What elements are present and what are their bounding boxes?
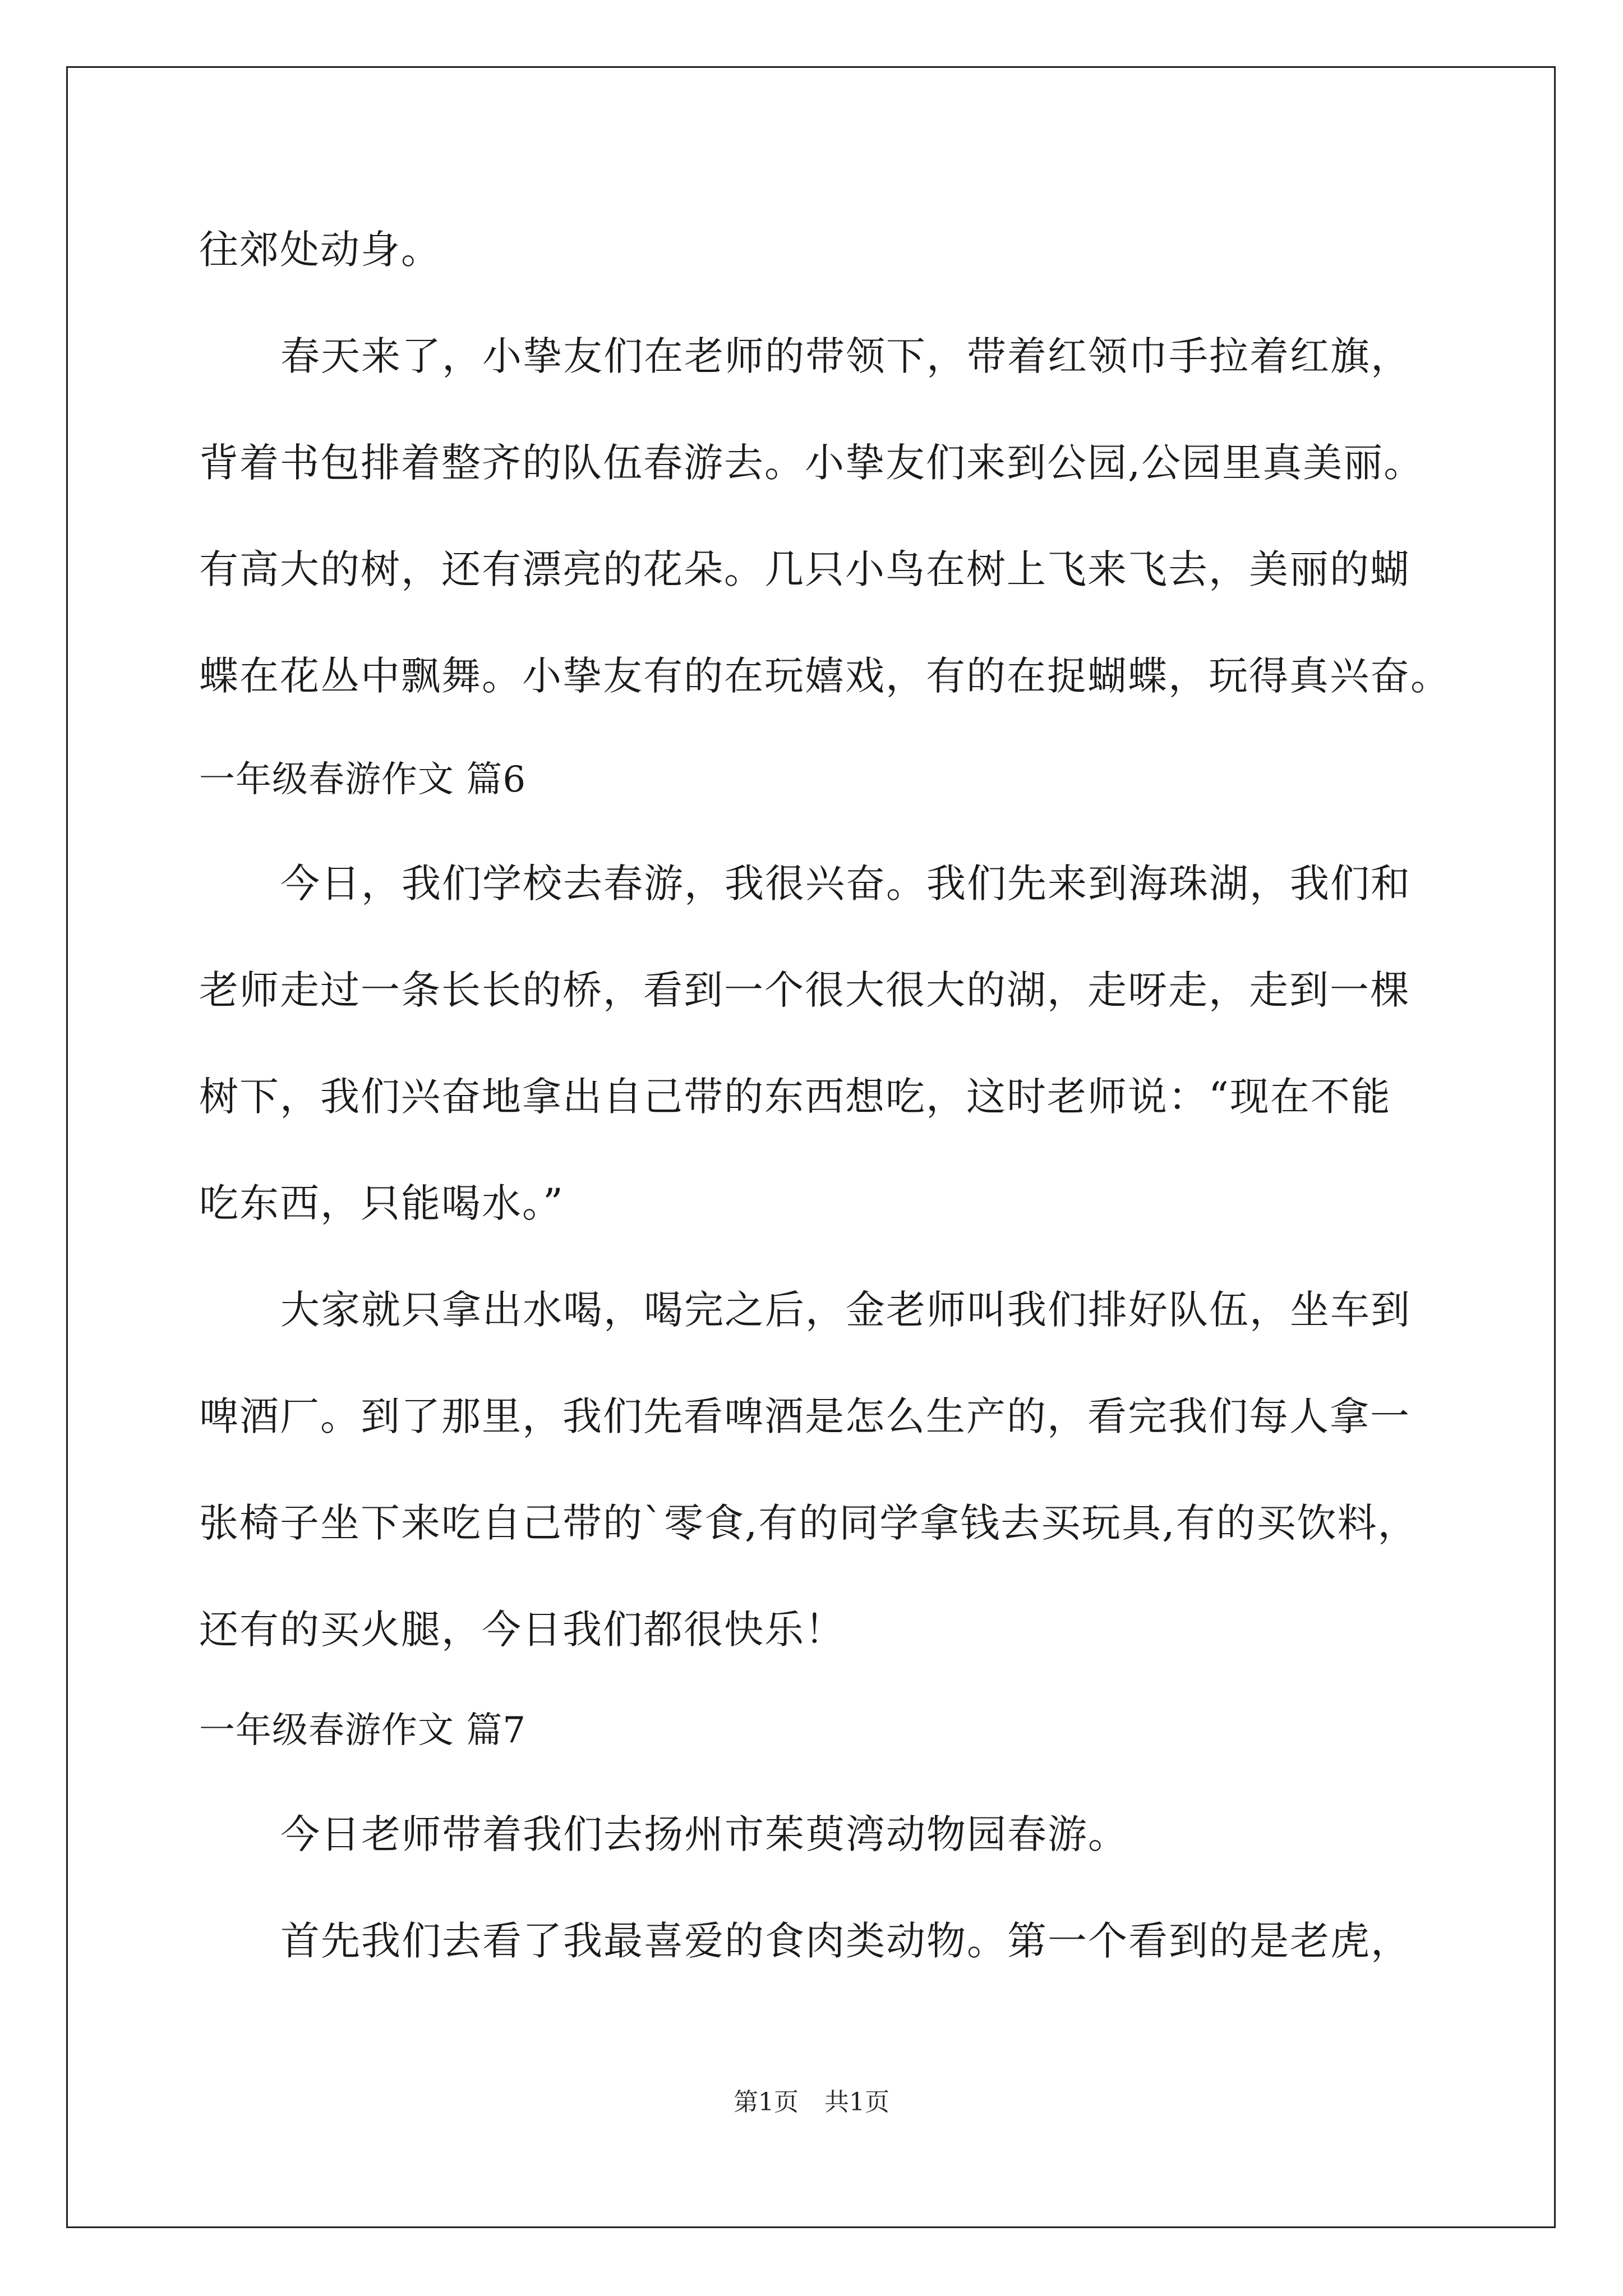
- text-line: 有高大的树，还有漂亮的花朵。几只小鸟在树上飞来飞去，美丽的蝴: [199, 546, 1410, 592]
- text-line: 还有的买火腿，今日我们都很快乐！: [199, 1607, 845, 1653]
- section-heading: 一年级春游作文 篇7: [199, 1710, 527, 1751]
- text-line: 老师走过一条长长的桥，看到一个很大很大的湖，走呀走，走到一棵: [199, 967, 1410, 1013]
- text-line: 张椅子坐下来吃自己带的`零食,有的同学拿钱去买玩具,有的买饮料，: [199, 1500, 1418, 1546]
- text-line: 啤酒厂。到了那里，我们先看啤酒是怎么生产的，看完我们每人拿一: [199, 1393, 1410, 1439]
- paragraph-line: 首先我们去看了我最喜爱的食肉类动物。第一个看到的是老虎，: [280, 1918, 1411, 1964]
- text-line: 往郊处动身。: [199, 227, 441, 273]
- text-line: 蝶在花丛中飘舞。小挚友有的在玩嬉戏，有的在捉蝴蝶，玩得真兴奋。: [199, 653, 1451, 699]
- paragraph-line: 大家就只拿出水喝，喝完之后，金老师叫我们排好队伍，坐车到: [280, 1287, 1411, 1333]
- page-footer: [0, 2086, 1623, 2119]
- section-heading: 一年级春游作文 篇6: [199, 759, 527, 800]
- page-number: 第1页: [734, 2088, 799, 2116]
- text-line: 背着书包排着整齐的队伍春游去。小挚友们来到公园,公园里真美丽。: [199, 440, 1424, 486]
- page-border: [66, 66, 1556, 2228]
- text-line: 树下，我们兴奋地拿出自己带的东西想吃，这时老师说：“现在不能: [199, 1074, 1391, 1120]
- paragraph-line: 今日，我们学校去春游，我很兴奋。我们先来到海珠湖，我们和: [280, 861, 1411, 907]
- text-line: 吃东西，只能喝水。”: [199, 1180, 564, 1226]
- paragraph-line: 春天来了，小挚友们在老师的带领下，带着红领巾手拉着红旗，: [280, 333, 1411, 379]
- paragraph-line: 今日老师带着我们去扬州市茱萸湾动物园春游。: [280, 1811, 1128, 1857]
- page-total: 共1页: [824, 2088, 889, 2116]
